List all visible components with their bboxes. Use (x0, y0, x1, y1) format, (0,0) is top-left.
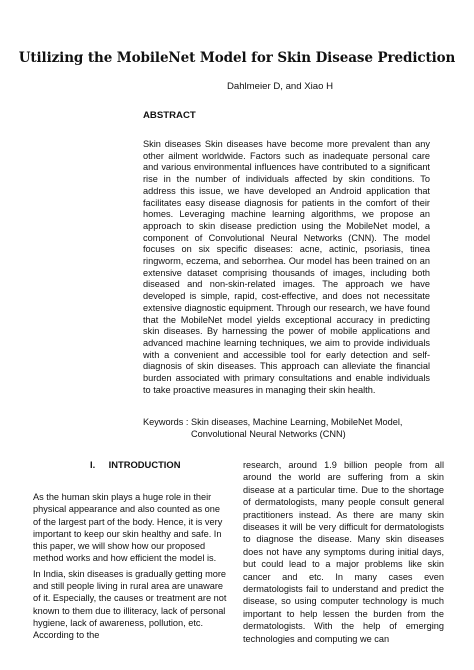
section-heading (90, 459, 180, 470)
intro-right-column (243, 459, 444, 645)
keywords (143, 417, 448, 441)
paper-authors: Dahlmeier D, and Xiao H (226, 81, 334, 92)
intro-left-column (33, 491, 229, 642)
intro-paragraph-1: As the human skin plays a huge role in their physical appearance and also counted as one of the largest part of the body. Hence, it is very important to keep our skin healthy and safe. In this paper, we will show how our proposed method works and how efficient the model is. (33, 492, 223, 564)
keywords-text: Skin diseases, Machine Learning, MobileNet Model, Convolutional Neural Networks (CNN) (191, 417, 403, 439)
intro-paragraph-3: research, around 1.9 billion people from all around the world are suffering from a skin disease at a particular time. Due to the shortage of dermatologists, many people consult general practitioners instead. As there are many skin diseases it will be very difficult for dermatologists to diagnose the disease. Many skin diseases does not have any symptoms during initial days, but could lead to a major problems like skin cancer and etc. In many cases even dermatologists fail to understand and predict the disease, so using computer technology is much important to help lessen the burden from the dermatologists. With the help of emerging technologies and computing we can (243, 460, 444, 644)
section-title: INTRODUCTION (108, 459, 181, 470)
section-number: I. (90, 459, 96, 470)
paper-title: Utilizing the MobileNet Model for Skin Disease Prediction (18, 50, 456, 66)
abstract-heading: ABSTRACT (143, 110, 196, 121)
abstract-body: Skin diseases Skin diseases have become more prevalent than any other ailment worldwide. Factors such as inadequate personal care and various environmental influences have contributed to a significant rise in the number of individuals affected by skin conditions. To address this issue, we have developed an Android application that facilitates easy disease diagnosis for patients in the comfort of their homes. Leveraging machine learning algorithms, we propose an approach to skin disease prediction using the MobileNet model, a component of Convolutional Neural Networks (CNN). The model focuses on six specific diseases: acne, actinic, psoriasis, tinea ringworm, eczema, and seborrhea. Our model has been trained on an extensive dataset comprising thousands of images, including both diseased and non-skin-related images. The approach we have developed is simple, rapid, cost-effective, and does not necessitate extensive diagnostic equipment. Through our research, we have found that the MobileNet model yields exceptional accuracy in predicting skin diseases. By harnessing the power of mobile applications and advanced machine learning techniques, we aim to provide individuals with a convenient and accessible tool for early detection and self-diagnosis of skin diseases. This approach can alleviate the financial burden associated with primary consultations and enable individuals to take proactive measures in managing their skin health. (143, 139, 430, 395)
intro-paragraph-2: In India, skin diseases is gradually getting more and still people living in rural area are unaware of it. Especially, the causes or treatment are not known to them due to illiteracy, lack of personal hygiene, lack of awareness, pollution, etc. According to the (33, 568, 227, 641)
keywords-label: Keywords : (143, 417, 191, 427)
